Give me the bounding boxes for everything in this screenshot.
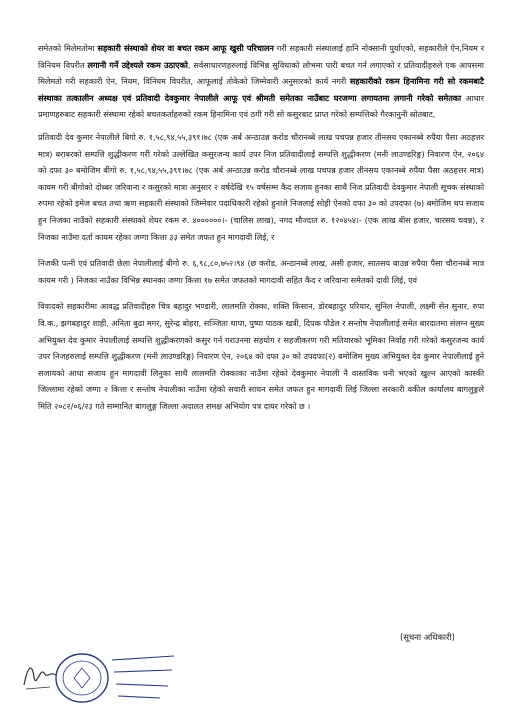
p1-bold-f: सहकारीको रकम हिनामिना गरी सो रकमबाटै संस्थाका तत्कालीन अध्यक्ष एवं प्रतिवादी देवकुमार नेपालीले आफू एवं श्रीमती समेतका नाउँबाट घरजग्गा लगायतमा लगानी गरेको समेतका xyxy=(38,76,484,103)
paragraph-co-accused: विवादको सहकारीमा आवद्ध प्रतिवादीहरु चित्र बहादुर भण्डारी, लालमति रोक्का, शक्ति किसान, डोरबहादुर परियार, सुनिल नेपाली, लक्ष्मी सेन सुनार, रुपा वि.क., झगबहादुर शाही, अनिता बुढा मगर, सुरेन्द्र बोहरा, सञ्जिता थापा, पुष्पा पाठक खत्री, दिपक पौडेल र सन्तोष नेपालीलाई समेत बारदातमा संलग्न मुख्य अभियुक्त देव कुमार नेपालीलाई सम्पत्ति शुद्धीकरणको कसुर गर्न गराउनमा सहयोग र सहजीकरण गरी मतियारको भूमिका निर्वाह गरी गरेको कसुरजन्य कार्य उपर निजहरुलाई सम्पत्ति शुद्धीकरण (मनी लाउण्डरिङ्ग) निवारण ऐन, २०६४ को दफा ३० को उपदफा(२) बमोजिम मुख्य अभियुक्त देव कुमार नेपालीलाई हुने सजायको आधा सजाय हुन मागदावी लिनुका साथै लालमति रोक्काका नाउँमा रहेको देवकुमार नेपाली नै वास्तविक धनी भएको खुल्न आएको कास्की जिल्लामा रहेको जग्गा २ कित्ता र सन्तोष नेपालीका नाउँमा रहेको सवारी साधन समेत जफत हुन मागदावी लिई जिल्ला सरकारी वकील कार्यालय बागलुङ्गले मिति २०८२/०६/२३ गते सम्मानित बागलुङ्ग जिल्ला अदालत समक्ष अभियोग पत्र दायर गरेको छ । xyxy=(38,301,484,411)
document-body xyxy=(38,40,484,414)
paragraph-main-accused: प्रतिवादी देव कुमार नेपालीले बिगो रु. १,५८,९४,५५,३९१।७८ (एक अर्ब अन्ठाउन्न करोड चौरानब्बे लाख पचपन्न हजार तीनसय एकानब्बे रुपैया पैसा अठहत्तर मात्र) बराबरको सम्पत्ति शुद्धीकरण गरी गरेको उल्लेखित कसुरजन्य कार्य उपर निज प्रतिवादीलाई सम्पत्ति शुद्धीकरण (मनी लाउण्डरिङ्ग) निवारण ऐन, २०६४ को दफा ३० बमोजिम बीगो रु. १,५८,९४,५५,३९१।७८ (एक अर्ब अन्ठाउन्न करोड चौरानब्बे लाख पचपन्न हजार तीनसय एकानब्बे रुपैया पैसा अठहत्तर मात्र) कायम गरी बीगोको दोब्बर जरिवाना र कसुरको मात्रा अनुसार २ वर्षदेखि १५ वर्षसम्म कैद सजाय हुनका साथै निज प्रतिवादी देवकुमार नेपाली सूचक संस्थाको रुपमा रहेको इमेज बचत तथा ऋण सहकारी संस्थाको जिम्मेवार पदाधिकारी रहेको हुनाले निजलाई सोही ऐनको दफा ३० को उपदफा (७) बमोजिम थप सजाय हुन निजका नाउँको सहकारी संस्थाको शेयर रकम रु. ४००००००।- (चालिस लाख), नगद मौज्दात रु. १२०४५४।- (एक लाख बीस हजार, चारसय चवन्न), र निजका नाउँमा दर्ता कायम रहेका जग्गा कित्ता ३३ समेत जफत हुन मागदावी लिई, र xyxy=(38,131,484,242)
official-title: (सूचना अधिकारी) xyxy=(400,632,455,642)
p1-text-a: समेतको मिलेमतोमा xyxy=(38,43,98,53)
p1-bold-b: सहकारी संस्थाको शेयर वा बचत रकम आफू खुसी परिचालन xyxy=(97,43,274,53)
paragraph-intro xyxy=(38,40,484,123)
office-stamp-image xyxy=(34,642,184,712)
p1-text-e: , सर्वसाधारणहरुलाई विभिन्न सुविधाको लोभमा पारी बचत गर्न लगाएको र प्रतिवादीहरुले एक आपसमा मिलेमतो गरी सहकारी ऐन, नियम, विनियम विपरीत, आफूलाई तोकेको जिम्मेवारी अनुसारको कार्य नगरी xyxy=(38,59,484,87)
p1-text-g: आधार प्रमाणहरुबाट सहकारी संस्थामा रहेको बचतकर्ताहरुको रकम हिनामिना एवं ठगी गरी सो कसुरबाट प्राप्त गरेको सम्पत्तिको गैरकानुनी स्रोतबाट, xyxy=(38,92,484,120)
p1-bold-d: लगानी गर्ने उद्देश्यले रकम उठाएको xyxy=(87,59,188,70)
paragraph-wife-accused: निजकी पत्नी एवं प्रतिवादी छेला नेपालीलाई बीगो रु. ६,९८,८०,७५२।९४ (छ करोड, अन्ठानब्बे लाख, असी हजार, सातसय बाउन्न रुपैया पैसा चौरानब्बे मात्र कायम गरी ) निजका नाउँका विभिन्न स्थानका जग्गा कित्ता १७ समेत जफतको मागदावी सहित कैद र जरिवाना समेतको दावी लिई, एवं xyxy=(38,258,484,285)
p1-text-c: गरी सहकारी संस्थालाई हानि नोक्सानी पुर्याएको, सहकारीले ऐन,नियम र विनियम विपरीत xyxy=(38,43,484,70)
